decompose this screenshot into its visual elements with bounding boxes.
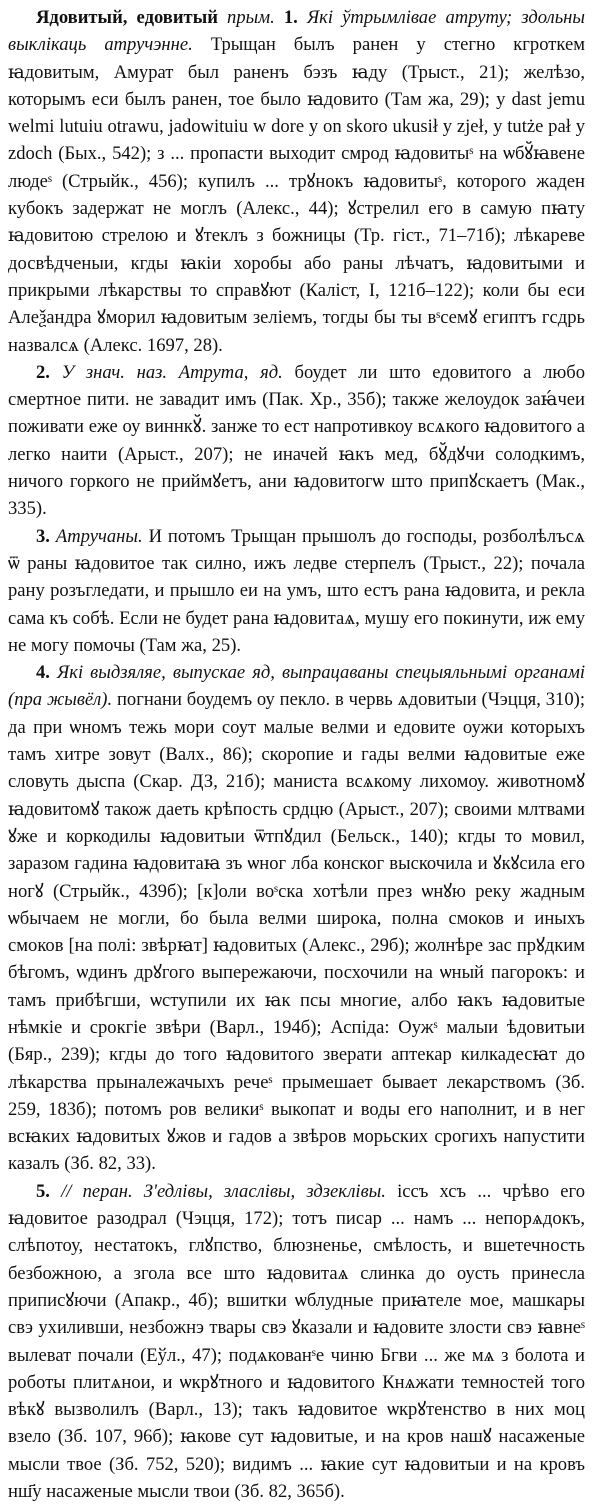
sense-number: 5. xyxy=(36,1180,50,1202)
sense-number: 4. xyxy=(36,662,50,684)
sense-gloss: Які ўтрымлівае атруту; здольны выклікаць атручэнне. xyxy=(8,7,585,56)
sense-5 xyxy=(8,1178,585,1505)
sense-citations: И потомъ Трыщан прышолъ до господы, розболѣлъсѧ ѿ раны ꙗдовитое так силно, ижъ ледве стерпелъ (Трыст., 22); почала рану розъгледати, и прышло еи на умъ, што естъ рана ꙗдовита, и рекла сама къ собѣ. Если не будет рана ꙗдовитаѧ, мушу его покинути, иж ему не могу помочы (Там жа, 25). xyxy=(8,525,585,656)
sense-citations: іссъ хсъ ... чрѣво его ꙗдовитое разодрал (Чэцця, 172); тотъ писар ... намъ ... непорѧдокъ, слѣпотоу, нестатокъ, глꙋпство, блюзненье, смѣлость, и вшетечность безбожною, а згола все што ꙗдовитаѧ слинка до оусть принесла приписꙋючи (Апакр., 4б); вшитки ѡблудные приꙗтеле мое, машкары свэ ухиливши, незбожнэ твары свэ ꙋказали и ꙗдовите злости свэ ꙗвнеˢ вылеват почали (Еўл., 47); подѧкованˢе чиню Бгви ... же мѧ з болота и роботы плитѧнои, и ѡкрꙋтного и ꙗдовитого Кнѧжати темностей того вѣкꙋ вызволилъ (Варл., 13); такъ ꙗдовитое ѡкрꙋтенство в них моц взело (Зб. 107, 96б); ꙗкове сут ꙗдовитые, и на кров нашꙋ насаженые мысли твое (Зб. 752, 520); видимъ ... ꙗкие сут ꙗдовитыи и на кровъ нш҃у насаженые мысли твои (Зб. 82, 365б). xyxy=(8,1180,585,1503)
sense-3 xyxy=(8,523,585,659)
sense-gloss: // перан. З'едлівы, зласлівы, здзеклівы. xyxy=(61,1180,386,1202)
sense-gloss: У знач. наз. Атрута, яд. xyxy=(61,361,283,383)
sense-gloss: Які выдзяляе, выпускае яд, выпрацаваны спецыяльнымі органамі (пра жывёл). xyxy=(8,662,585,711)
sense-citations: Трыщан былъ ранен у стегно кгроткем ꙗдовитым, Амурат был раненъ бэзъ ꙗду (Трыст., 21); желѣзо, которымъ еси былъ ранен, тое было ꙗдовито (Там жа, 29); y dast jemu welmi lutuiu otrawu, jadowituiu w dore y on skoro ukusił y zjeł, y tutże pał y zdoch (Бых., 542); з ... пропасти выходит смрод ꙗдовитыˢ на ѡбꙋ̆ꙗвене людеˢ (Стрыйк., 456); купилъ ... трꙋнокъ ꙗдовитыˢ, которого жаден кубокъ задержат не моглъ (Алекс., 44); ꙋстрелил его в самую пꙗту ꙗдовитою стрелою и ꙋтеклъ з божницы (Тр. гіст., 71–71б); лѣкареве досвѣдченыи, кгды ꙗкіи хоробы або раны лѣчатъ, ꙗдовитыми и прикрыми лѣкарствы то справꙋют (Каліст, І, 121б–122); коли бы еси Алеѯандра ꙋморил ꙗдовитым зеліемъ, тогды бы ты вˢсемꙋ египтъ гсдрь назвалсѧ (Алекс. 1697, 28). xyxy=(8,34,585,356)
sense-2 xyxy=(8,359,585,523)
sense-citations: боудет ли што едовитого а любо смертное пити. не завадит имъ (Пак. Хр., 35б); также желоудок заꙗ́чеи поживати еже оу виннкꙋ̆. занже то ест напротивкоу всѧкого ꙗдовитого а легко наити (Арыст., 207); не иначей ꙗкъ мед, бꙋ̆дꙋчи солодкимъ, ничого горкого не приймꙋетъ, ани ꙗдовитогѡ што припꙋскаетъ (Мак., 335). xyxy=(8,361,586,520)
sense-gloss: Атручаны. xyxy=(55,525,143,547)
sense-citations: погнани боудемъ оу пекло. в червь ѧдовитыи (Чэцця, 310); да при ѡномъ тежь мори соут малые велми и едовите оужи которыхъ тамъ хитре зовут (Валх., 86); скоропие и гады велми ꙗдовитые еже словуть дыспа (Скар. ДЗ, 21б); маниста всѧкому лихомоу. животномꙋ ꙗдовитомꙋ також даеть крѣпость срдцю (Арыст., 207); своими млтвами ꙋже и коркодилы ꙗдовитыи ѿтпꙋдил (Бельск., 140); кгды то мовил, заразом гадина ꙗдовитаꙗ зъ ѡног лба конског выскочила и ꙋкꙋсила его ногꙋ (Стрыйк., 439б); [к]оли воˢска хотѣли през ѡнꙋю реку жадным ѡбычаем не могли, бо была велми широка, полна смоков и иныхъ смоков [на полі: звѣрꙗт] ꙗдовитых (Алекс., 29б); жолнѣре зас прꙋдким бѣгомъ, ѡдинъ дрꙋгого выпережаючи, посхочили на ѡный пагорокъ: и тамъ прибѣгши, ѡступили их ꙗк псы многие, албо ꙗкъ ꙗдовитые нѣмкіе и срокгіе звѣри (Варл., 194б); Аспіда: Оужˢ малыи ѣдовитыи (Бяр., 239); кгды до того ꙗдовитого зверати аптекар килкадесꙗт до лѣкарства прыналежачыхъ речеˢ прымешает бывает лекарствомъ (Зб. 259, 183б); потомъ ров великиˢ выкопат и воды его наполнит, и в нег всꙗких ꙗдовитых ꙋжов и гадов а звѣров морьских срогихъ напустити казалъ (Зб. 82, 33). xyxy=(8,689,585,1175)
headword: Ядовитый, едовитый xyxy=(36,7,218,28)
sense-1 xyxy=(8,4,585,359)
sense-number: 1. xyxy=(283,7,298,28)
sense-4 xyxy=(8,659,585,1178)
sense-number: 2. xyxy=(36,361,50,383)
grammar-label: прым. xyxy=(227,7,275,28)
sense-number: 3. xyxy=(36,525,50,547)
